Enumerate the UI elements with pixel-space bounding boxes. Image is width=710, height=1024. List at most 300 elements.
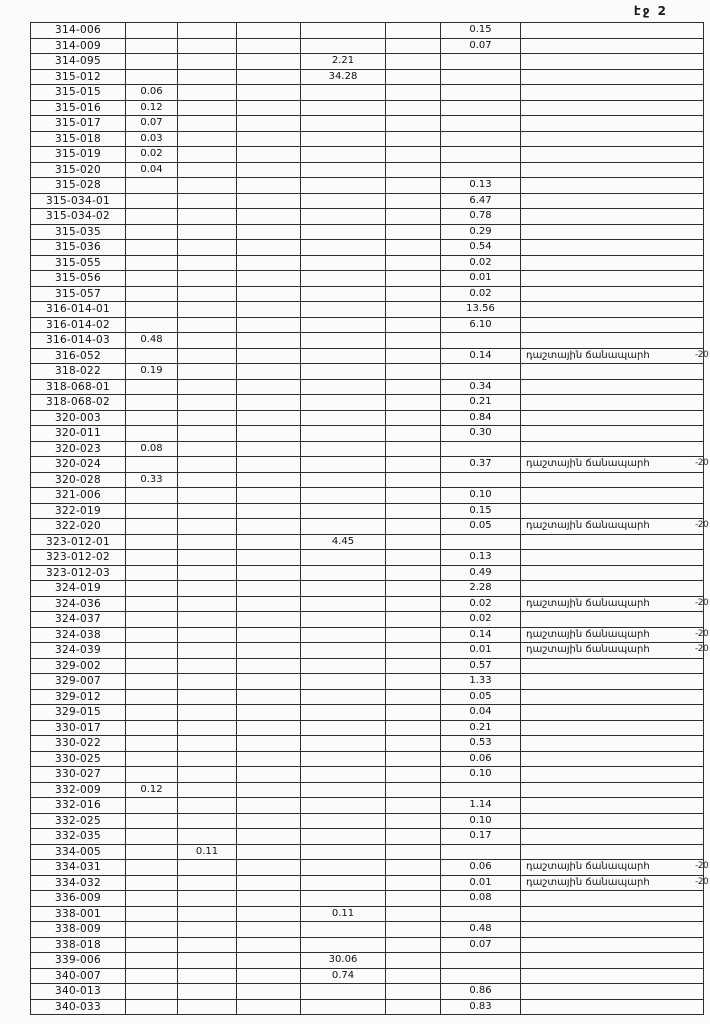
value-col2-cell xyxy=(178,860,237,876)
value-col2-cell xyxy=(178,178,237,194)
parcel-code-cell: 315-057 xyxy=(31,286,126,302)
parcel-code-cell: 315-017 xyxy=(31,116,126,132)
value-col3-cell xyxy=(237,379,301,395)
table-row xyxy=(31,860,704,876)
note-cell xyxy=(521,54,704,70)
value-col5-cell xyxy=(386,720,441,736)
value-col2-cell xyxy=(178,581,237,597)
value-col1-cell xyxy=(126,69,178,85)
parcel-code-cell: 315-016 xyxy=(31,100,126,116)
value-col3-cell xyxy=(237,550,301,566)
value-col5-cell xyxy=(386,689,441,705)
value-col5-cell xyxy=(386,364,441,380)
value-col1-cell xyxy=(126,689,178,705)
value-col2-cell xyxy=(178,379,237,395)
parcel-code-cell: 315-056 xyxy=(31,271,126,287)
value-col6-cell: 0.84 xyxy=(441,410,521,426)
value-col6-cell xyxy=(441,116,521,132)
value-col4-cell xyxy=(301,224,386,240)
value-col4-cell: 0.11 xyxy=(301,906,386,922)
value-col2-cell xyxy=(178,550,237,566)
value-col3-cell xyxy=(237,674,301,690)
value-col5-cell xyxy=(386,116,441,132)
value-col5-cell xyxy=(386,317,441,333)
value-col1-cell xyxy=(126,581,178,597)
value-col5-cell xyxy=(386,38,441,54)
value-col6-cell xyxy=(441,100,521,116)
value-col4-cell xyxy=(301,937,386,953)
note-cell xyxy=(521,782,704,798)
parcel-code-cell: 330-022 xyxy=(31,736,126,752)
table-row xyxy=(31,658,704,674)
note-cell xyxy=(521,844,704,860)
value-col1-cell xyxy=(126,426,178,442)
note-cell xyxy=(521,224,704,240)
value-col5-cell xyxy=(386,906,441,922)
value-col5-cell xyxy=(386,875,441,891)
table-row xyxy=(31,782,704,798)
value-col6-cell: 0.86 xyxy=(441,984,521,1000)
table-row xyxy=(31,441,704,457)
note-cell xyxy=(521,286,704,302)
value-col4-cell xyxy=(301,596,386,612)
value-col6-cell: 0.10 xyxy=(441,488,521,504)
note-text: դաշտային ճանապարհ xyxy=(526,876,650,888)
table-row xyxy=(31,751,704,767)
value-col4-cell xyxy=(301,767,386,783)
value-col2-cell xyxy=(178,364,237,380)
parcel-code-cell: 339-006 xyxy=(31,953,126,969)
value-col4-cell xyxy=(301,271,386,287)
parcel-code-cell: 320-023 xyxy=(31,441,126,457)
value-col3-cell xyxy=(237,472,301,488)
note-cell xyxy=(521,255,704,271)
value-col1-cell xyxy=(126,503,178,519)
note-cell xyxy=(521,441,704,457)
value-col2-cell xyxy=(178,627,237,643)
parcel-code-cell: 315-055 xyxy=(31,255,126,271)
value-col5-cell xyxy=(386,612,441,628)
value-col4-cell xyxy=(301,379,386,395)
value-col1-cell xyxy=(126,937,178,953)
parcel-code-cell: 315-015 xyxy=(31,85,126,101)
table-row xyxy=(31,984,704,1000)
note-cell xyxy=(521,302,704,318)
value-col1-cell xyxy=(126,829,178,845)
note-cell xyxy=(521,581,704,597)
value-col4-cell xyxy=(301,658,386,674)
value-col3-cell xyxy=(237,147,301,163)
value-col6-cell: 0.29 xyxy=(441,224,521,240)
value-col1-cell xyxy=(126,984,178,1000)
value-col3-cell xyxy=(237,100,301,116)
value-col2-cell xyxy=(178,240,237,256)
note-cell xyxy=(521,472,704,488)
note-cell xyxy=(521,658,704,674)
note-cell xyxy=(521,999,704,1015)
note-cell xyxy=(521,891,704,907)
value-col1-cell xyxy=(126,953,178,969)
value-col4-cell xyxy=(301,627,386,643)
parcel-code-cell: 314-009 xyxy=(31,38,126,54)
value-col2-cell xyxy=(178,798,237,814)
note-text: դաշտային ճանապարհ xyxy=(526,597,650,609)
value-col2-cell xyxy=(178,38,237,54)
value-col4-cell: 30.06 xyxy=(301,953,386,969)
parcel-code-cell: 315-028 xyxy=(31,178,126,194)
value-col1-cell xyxy=(126,38,178,54)
value-col5-cell xyxy=(386,131,441,147)
value-col1-cell: 0.02 xyxy=(126,147,178,163)
table-row xyxy=(31,38,704,54)
value-col6-cell xyxy=(441,472,521,488)
value-col1-cell xyxy=(126,271,178,287)
table-row xyxy=(31,379,704,395)
parcel-code-cell: 334-031 xyxy=(31,860,126,876)
value-col2-cell xyxy=(178,813,237,829)
value-col2-cell xyxy=(178,999,237,1015)
parcel-code-cell: 338-018 xyxy=(31,937,126,953)
parcel-code-cell: 315-019 xyxy=(31,147,126,163)
value-col6-cell xyxy=(441,85,521,101)
value-col2-cell xyxy=(178,767,237,783)
note-cell xyxy=(521,503,704,519)
parcel-code-cell: 315-020 xyxy=(31,162,126,178)
value-col4-cell xyxy=(301,720,386,736)
value-col1-cell xyxy=(126,534,178,550)
value-col2-cell xyxy=(178,720,237,736)
parcel-code-cell: 315-035 xyxy=(31,224,126,240)
parcel-code-cell: 324-036 xyxy=(31,596,126,612)
value-col3-cell xyxy=(237,999,301,1015)
value-col5-cell xyxy=(386,798,441,814)
value-col1-cell xyxy=(126,612,178,628)
value-col3-cell xyxy=(237,286,301,302)
value-col2-cell xyxy=(178,503,237,519)
value-col3-cell xyxy=(237,503,301,519)
value-col5-cell xyxy=(386,627,441,643)
value-col6-cell: 0.53 xyxy=(441,736,521,752)
value-col5-cell xyxy=(386,550,441,566)
value-col1-cell xyxy=(126,736,178,752)
value-col2-cell xyxy=(178,209,237,225)
parcel-code-cell: 315-034-01 xyxy=(31,193,126,209)
value-col3-cell xyxy=(237,23,301,39)
value-col1-cell xyxy=(126,720,178,736)
parcel-values-table xyxy=(30,22,709,1015)
parcel-code-cell: 318-022 xyxy=(31,364,126,380)
value-col5-cell xyxy=(386,457,441,473)
value-col3-cell xyxy=(237,255,301,271)
value-col2-cell xyxy=(178,782,237,798)
parcel-code-cell: 336-009 xyxy=(31,891,126,907)
note-cell xyxy=(521,317,704,333)
value-col3-cell xyxy=(237,364,301,380)
value-col3-cell xyxy=(237,116,301,132)
value-col2-cell xyxy=(178,937,237,953)
table-row xyxy=(31,953,704,969)
value-col5-cell xyxy=(386,503,441,519)
value-col2-cell xyxy=(178,689,237,705)
note-cell xyxy=(521,131,704,147)
value-col2-cell xyxy=(178,612,237,628)
parcel-code-cell: 329-007 xyxy=(31,674,126,690)
note-text: դաշտային ճանապարհ xyxy=(526,349,650,361)
parcel-code-cell: 315-012 xyxy=(31,69,126,85)
value-col2-cell xyxy=(178,751,237,767)
value-col2-cell xyxy=(178,162,237,178)
value-col3-cell xyxy=(237,689,301,705)
value-col5-cell xyxy=(386,937,441,953)
parcel-code-cell: 338-001 xyxy=(31,906,126,922)
note-cell xyxy=(521,209,704,225)
value-col2-cell xyxy=(178,255,237,271)
value-col2-cell xyxy=(178,131,237,147)
table-row xyxy=(31,643,704,659)
value-col3-cell xyxy=(237,488,301,504)
value-col2-cell xyxy=(178,395,237,411)
parcel-code-cell: 332-025 xyxy=(31,813,126,829)
value-col5-cell xyxy=(386,581,441,597)
table-row xyxy=(31,193,704,209)
value-col3-cell xyxy=(237,658,301,674)
table-row xyxy=(31,674,704,690)
value-col3-cell xyxy=(237,395,301,411)
value-col2-cell xyxy=(178,224,237,240)
note-cell xyxy=(521,751,704,767)
value-col1-cell xyxy=(126,255,178,271)
note-cell xyxy=(521,333,704,349)
value-col2-cell xyxy=(178,441,237,457)
value-col2-cell xyxy=(178,271,237,287)
value-col6-cell: 0.14 xyxy=(441,627,521,643)
value-col4-cell xyxy=(301,689,386,705)
value-col5-cell xyxy=(386,100,441,116)
table-row xyxy=(31,581,704,597)
value-col1-cell: 0.06 xyxy=(126,85,178,101)
parcel-code-cell: 329-012 xyxy=(31,689,126,705)
value-col3-cell xyxy=(237,85,301,101)
table-row xyxy=(31,395,704,411)
value-col5-cell xyxy=(386,844,441,860)
value-col5-cell xyxy=(386,984,441,1000)
margin-annotation: -20 xyxy=(695,861,709,871)
value-col4-cell xyxy=(301,38,386,54)
value-col1-cell: 0.48 xyxy=(126,333,178,349)
value-col4-cell xyxy=(301,751,386,767)
table-row xyxy=(31,271,704,287)
value-col5-cell xyxy=(386,85,441,101)
value-col4-cell xyxy=(301,999,386,1015)
value-col5-cell xyxy=(386,596,441,612)
value-col6-cell: 0.13 xyxy=(441,550,521,566)
value-col1-cell xyxy=(126,751,178,767)
table-row xyxy=(31,69,704,85)
note-cell xyxy=(521,147,704,163)
note-cell xyxy=(521,240,704,256)
value-col6-cell: 0.10 xyxy=(441,813,521,829)
note-cell xyxy=(521,953,704,969)
value-col6-cell: 0.14 xyxy=(441,348,521,364)
table-row xyxy=(31,689,704,705)
value-col1-cell xyxy=(126,488,178,504)
table-row xyxy=(31,612,704,628)
value-col3-cell xyxy=(237,441,301,457)
note-text: դաշտային ճանապարհ xyxy=(526,644,650,656)
table-row xyxy=(31,131,704,147)
value-col5-cell xyxy=(386,395,441,411)
margin-annotation: -20 xyxy=(695,349,709,360)
value-col6-cell: 0.21 xyxy=(441,395,521,411)
value-col6-cell xyxy=(441,69,521,85)
value-col2-cell xyxy=(178,643,237,659)
value-col1-cell: 0.12 xyxy=(126,782,178,798)
value-col6-cell xyxy=(441,534,521,550)
value-col6-cell: 0.13 xyxy=(441,178,521,194)
value-col3-cell xyxy=(237,519,301,535)
value-col5-cell xyxy=(386,519,441,535)
value-col4-cell xyxy=(301,457,386,473)
value-col5-cell xyxy=(386,209,441,225)
table-row xyxy=(31,720,704,736)
value-col6-cell: 0.02 xyxy=(441,612,521,628)
table-row xyxy=(31,100,704,116)
value-col4-cell xyxy=(301,472,386,488)
table-row xyxy=(31,147,704,163)
parcel-code-cell: 338-009 xyxy=(31,922,126,938)
parcel-code-cell: 318-068-01 xyxy=(31,379,126,395)
value-col3-cell xyxy=(237,457,301,473)
value-col6-cell: 0.07 xyxy=(441,38,521,54)
note-cell xyxy=(521,705,704,721)
value-col1-cell xyxy=(126,240,178,256)
value-col6-cell: 0.01 xyxy=(441,271,521,287)
value-col5-cell xyxy=(386,147,441,163)
value-col2-cell xyxy=(178,348,237,364)
note-cell xyxy=(521,271,704,287)
table-row xyxy=(31,426,704,442)
value-col3-cell xyxy=(237,875,301,891)
value-col6-cell: 1.33 xyxy=(441,674,521,690)
parcel-code-cell: 332-009 xyxy=(31,782,126,798)
value-col2-cell xyxy=(178,69,237,85)
value-col3-cell xyxy=(237,410,301,426)
margin-annotation: -20 xyxy=(695,597,709,608)
parcel-code-cell: 340-007 xyxy=(31,968,126,984)
value-col3-cell xyxy=(237,193,301,209)
table-row xyxy=(31,116,704,132)
value-col3-cell xyxy=(237,131,301,147)
value-col4-cell: 0.74 xyxy=(301,968,386,984)
value-col2-cell xyxy=(178,100,237,116)
value-col6-cell xyxy=(441,441,521,457)
table-row xyxy=(31,565,704,581)
value-col3-cell xyxy=(237,891,301,907)
parcel-code-cell: 316-014-03 xyxy=(31,333,126,349)
value-col1-cell xyxy=(126,395,178,411)
value-col3-cell xyxy=(237,829,301,845)
value-col5-cell xyxy=(386,379,441,395)
value-col4-cell xyxy=(301,286,386,302)
value-col6-cell: 0.02 xyxy=(441,286,521,302)
value-col2-cell xyxy=(178,922,237,938)
note-cell xyxy=(521,162,704,178)
table-row xyxy=(31,767,704,783)
table-row xyxy=(31,627,704,643)
value-col4-cell xyxy=(301,209,386,225)
value-col6-cell: 0.30 xyxy=(441,426,521,442)
parcel-code-cell: 323-012-02 xyxy=(31,550,126,566)
value-col6-cell: 0.49 xyxy=(441,565,521,581)
note-cell xyxy=(521,984,704,1000)
value-col6-cell xyxy=(441,162,521,178)
value-col3-cell xyxy=(237,937,301,953)
value-col6-cell: 0.57 xyxy=(441,658,521,674)
parcel-code-cell: 330-017 xyxy=(31,720,126,736)
table-row xyxy=(31,348,704,364)
value-col4-cell xyxy=(301,798,386,814)
value-col4-cell xyxy=(301,782,386,798)
table-row xyxy=(31,844,704,860)
value-col5-cell xyxy=(386,565,441,581)
parcel-code-cell: 340-013 xyxy=(31,984,126,1000)
value-col3-cell xyxy=(237,844,301,860)
value-col2-cell xyxy=(178,906,237,922)
value-col6-cell: 6.10 xyxy=(441,317,521,333)
value-col5-cell xyxy=(386,674,441,690)
value-col5-cell xyxy=(386,224,441,240)
value-col5-cell xyxy=(386,891,441,907)
value-col1-cell xyxy=(126,968,178,984)
parcel-code-cell: 320-003 xyxy=(31,410,126,426)
value-col2-cell xyxy=(178,147,237,163)
margin-annotation: -20 xyxy=(695,628,709,639)
value-col3-cell xyxy=(237,581,301,597)
value-col3-cell xyxy=(237,767,301,783)
table-row xyxy=(31,705,704,721)
value-col6-cell: 0.01 xyxy=(441,875,521,891)
value-col3-cell xyxy=(237,224,301,240)
parcel-code-cell: 314-095 xyxy=(31,54,126,70)
value-col3-cell xyxy=(237,426,301,442)
note-text: դաշտային ճանապարհ xyxy=(526,628,650,640)
value-col1-cell xyxy=(126,23,178,39)
margin-annotation: -20 xyxy=(695,458,709,468)
value-col4-cell xyxy=(301,829,386,845)
value-col6-cell: 0.05 xyxy=(441,519,521,535)
value-col5-cell xyxy=(386,860,441,876)
value-col4-cell xyxy=(301,302,386,318)
value-col6-cell: 0.37 xyxy=(441,457,521,473)
note-cell xyxy=(521,906,704,922)
value-col2-cell xyxy=(178,410,237,426)
note-cell xyxy=(521,968,704,984)
table-row xyxy=(31,333,704,349)
value-col3-cell xyxy=(237,782,301,798)
value-col6-cell: 2.28 xyxy=(441,581,521,597)
value-col6-cell xyxy=(441,968,521,984)
value-col4-cell xyxy=(301,364,386,380)
parcel-code-cell: 323-012-01 xyxy=(31,534,126,550)
value-col4-cell xyxy=(301,255,386,271)
value-col4-cell xyxy=(301,317,386,333)
value-col3-cell xyxy=(237,705,301,721)
value-col1-cell xyxy=(126,891,178,907)
table-row xyxy=(31,85,704,101)
note-cell xyxy=(521,23,704,39)
value-col4-cell xyxy=(301,348,386,364)
value-col5-cell xyxy=(386,782,441,798)
